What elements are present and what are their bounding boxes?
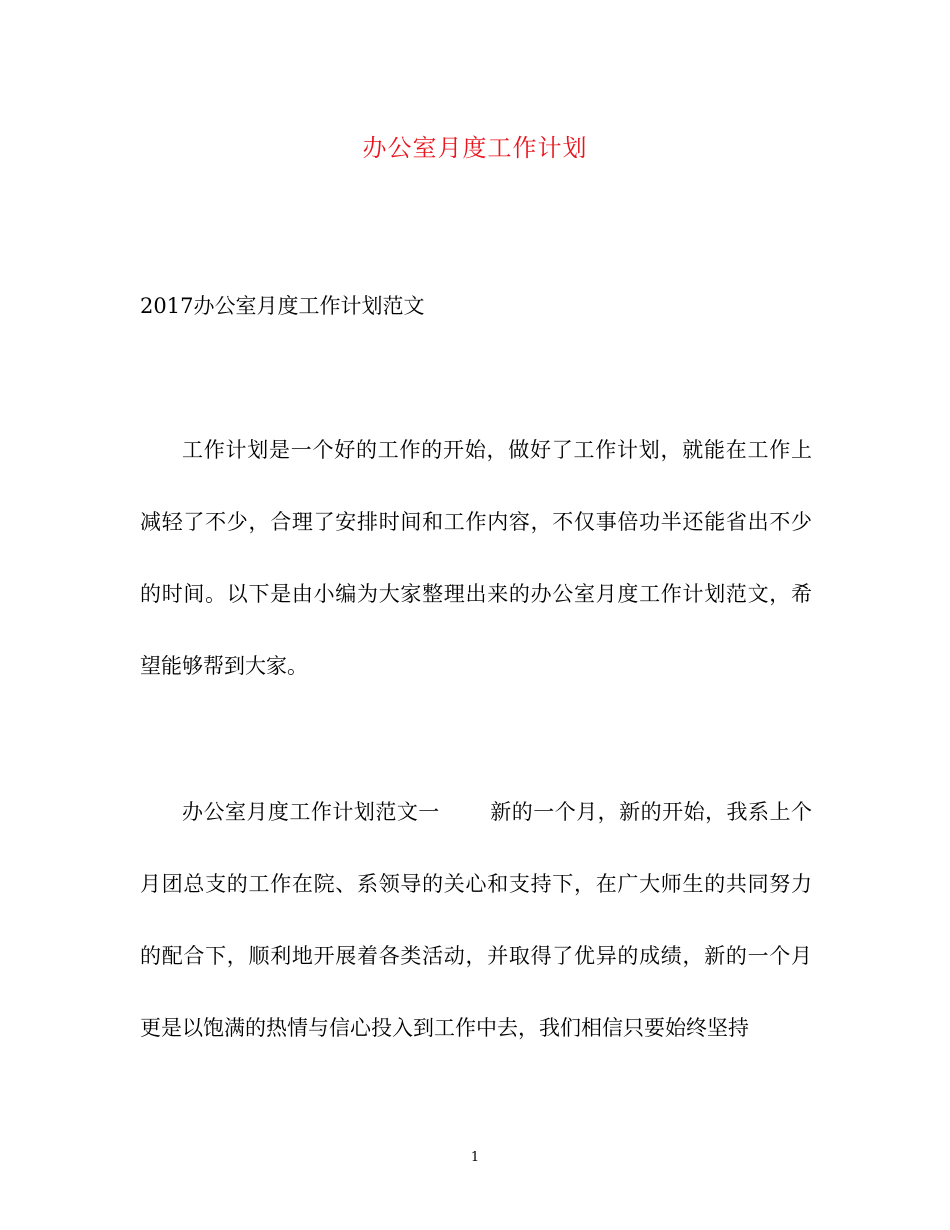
section-heading: 办公室月度工作计划范文一 (182, 800, 440, 824)
section-first-line-text: 新的一个月，新的开始，我系上个 (489, 800, 813, 824)
paragraph-line: 月团总支的工作在院、系领导的关心和支持下，在广大师生的共同努力 (140, 872, 812, 896)
paragraph-line: 工作计划是一个好的工作的开始，做好了工作计划，就能在工作上 (182, 438, 812, 462)
page-number: 1 (470, 1150, 480, 1165)
intro-paragraph (140, 434, 812, 722)
paragraph-line-first (140, 796, 812, 868)
section-paragraph (140, 796, 812, 1084)
paragraph-line: 望能够帮到大家。 (140, 654, 308, 678)
document-subtitle: 2017办公室月度工作计划范文 (140, 294, 425, 318)
paragraph-line: 的时间。以下是由小编为大家整理出来的办公室月度工作计划范文，希 (140, 582, 812, 606)
paragraph-line: 更是以饱满的热情与信心投入到工作中去，我们相信只要始终坚持 (140, 1016, 749, 1040)
paragraph-line: 减轻了不少，合理了安排时间和工作内容，不仅事倍功半还能省出不少 (140, 510, 812, 534)
paragraph-line: 的配合下，顺利地开展着各类活动，并取得了优异的成绩，新的一个月 (140, 944, 812, 968)
document-title: 办公室月度工作计划 (362, 134, 588, 162)
